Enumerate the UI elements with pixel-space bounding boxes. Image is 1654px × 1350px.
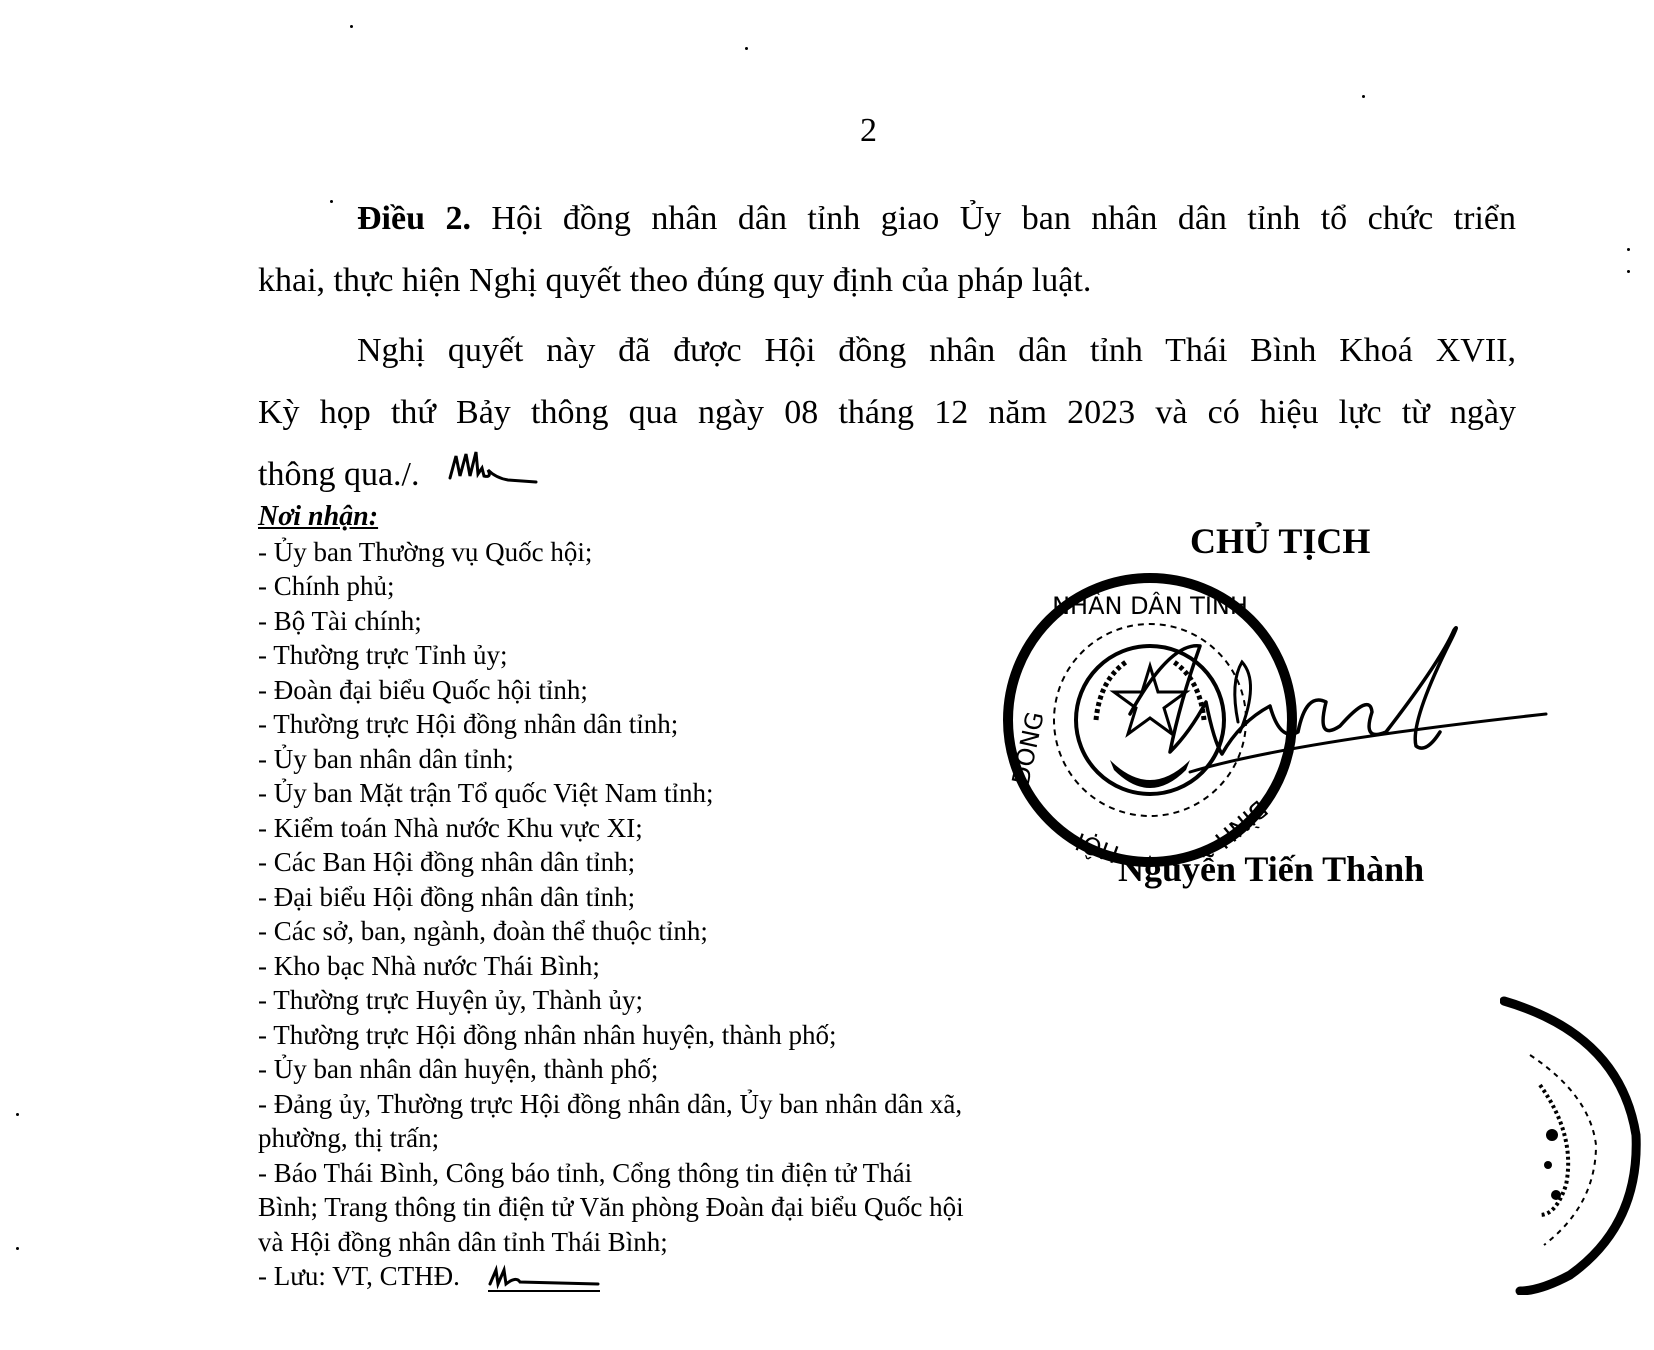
recipient-item: - Ủy ban Mặt trận Tổ quốc Việt Nam tỉnh; xyxy=(258,778,714,808)
article-2-text-1: Hội đồng nhân dân tỉnh giao Ủy ban nhân dân tỉnh tổ chức triển xyxy=(491,200,1516,237)
recipient-item: - Thường trực Hội đồng nhân dân tỉnh; xyxy=(258,709,679,739)
scan-speck xyxy=(1627,248,1630,251)
recipient-item: - Ủy ban Thường vụ Quốc hội; xyxy=(258,536,593,567)
recipient-item: - Ủy ban nhân dân huyện, thành phố; xyxy=(258,1054,659,1084)
article-label: Điều 2. xyxy=(357,200,471,237)
recipient-item: - Các sở, ban, ngành, đoàn thể thuộc tỉnh; xyxy=(258,916,708,946)
recipient-item: - Thường trực Hội đồng nhân nhân huyện, thành phố; xyxy=(258,1019,837,1050)
signer-title: CHỦ TỊCH xyxy=(1190,521,1371,561)
adoption-line-2: Kỳ họp thứ Bảy thông qua ngày 08 tháng 12 năm 2023 và có hiệu lực từ ngày xyxy=(258,394,1516,431)
scan-speck xyxy=(16,1247,19,1250)
recipient-item: - Đại biểu Hội đồng nhân dân tỉnh; xyxy=(258,881,636,912)
recipient-item: - Lưu: VT, CTHĐ. xyxy=(258,1261,460,1291)
adoption-paragraph xyxy=(258,320,1516,506)
adoption-line-3: thông qua./. xyxy=(258,456,420,493)
recipients-list xyxy=(258,500,1018,1294)
recipients-title: Nơi nhận: xyxy=(258,501,379,532)
scan-speck xyxy=(330,200,333,203)
article-2-paragraph xyxy=(258,188,1516,312)
recipient-item: - Kho bạc Nhà nước Thái Bình; xyxy=(258,950,600,981)
recipient-item: - Bộ Tài chính; xyxy=(258,605,422,636)
seal-text-right: BÌNH xyxy=(1209,794,1273,854)
scan-speck xyxy=(1627,270,1630,273)
signer-name: Nguyễn Tiến Thành xyxy=(1118,849,1425,889)
handwritten-signature-icon xyxy=(1110,622,1550,812)
article-2-line-2: khai, thực hiện Nghị quyết theo đúng quy định của pháp luật. xyxy=(258,262,1092,299)
recipient-item: - Ủy ban nhân dân tỉnh; xyxy=(258,743,514,774)
scan-speck xyxy=(350,25,353,28)
recipient-item: - Thường trực Huyện ủy, Thành ủy; xyxy=(258,985,643,1015)
initial-mark-icon xyxy=(486,1264,602,1294)
adoption-line-1: Nghị quyết này đã được Hội đồng nhân dân tỉnh Thái Bình Khoá XVII, xyxy=(357,332,1516,369)
scan-speck xyxy=(16,1113,19,1116)
page-edge-seal-icon xyxy=(1500,995,1654,1295)
seal-text-left: ĐỒNG xyxy=(1006,709,1050,788)
initial-mark-icon xyxy=(448,448,538,488)
article-2-line-1 xyxy=(258,188,1516,250)
seal-text-bottom: HỘI xyxy=(1071,826,1123,869)
recipient-item: - Báo Thái Bình, Công báo tỉnh, Cổng thông tin điện tử Thái Bình; Trang thông tin điện tử Văn phòng Đoàn đại biểu Quốc hội và Hội đồng nhân dân tỉnh Thái Bình; xyxy=(258,1157,964,1257)
page-number: 2 xyxy=(860,112,877,149)
recipient-item: - Chính phủ; xyxy=(258,571,395,601)
recipient-item: - Kiểm toán Nhà nước Khu vực XI; xyxy=(258,812,643,843)
recipient-item: - Thường trực Tỉnh ủy; xyxy=(258,640,508,670)
recipient-item: - Các Ban Hội đồng nhân dân tỉnh; xyxy=(258,847,636,877)
recipient-item: - Đoàn đại biểu Quốc hội tỉnh; xyxy=(258,674,588,705)
scan-speck xyxy=(1362,95,1365,98)
scan-speck xyxy=(745,47,748,50)
recipient-item: - Đảng ủy, Thường trực Hội đồng nhân dân, Ủy ban nhân dân xã, phường, thị trấn; xyxy=(258,1088,963,1153)
seal-text-top: NHÂN DÂN TỈNH xyxy=(1052,592,1248,620)
